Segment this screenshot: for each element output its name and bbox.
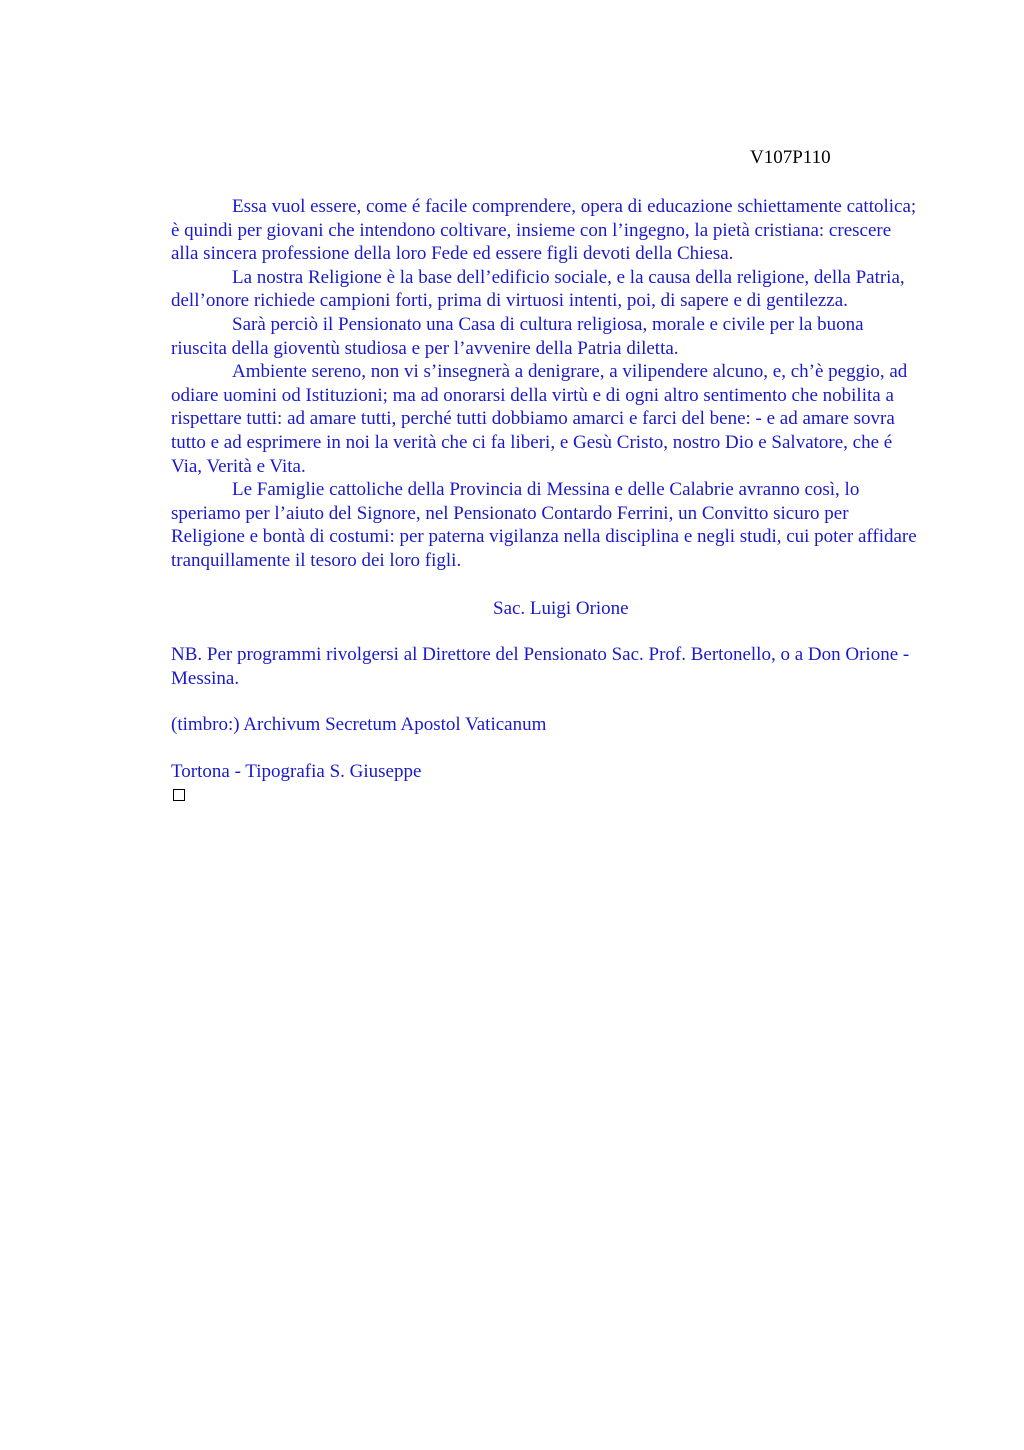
signature: Sac. Luigi Orione: [493, 597, 629, 619]
paragraph-1: Essa vuol essere, come é facile comprendere, opera di educazione schiettamente cattolica; è quindi per giovani che intendono coltivare, insieme con l’ingegno, la pietà cristiana: crescere alla sincera professione della loro Fede ed essere figli devoti della Chiesa.: [171, 196, 917, 265]
paragraph-5: Le Famiglie cattoliche della Provincia di Messina e delle Calabrie avranno così, lo speriamo per l’aiuto del Signore, nel Pensionato Contardo Ferrini, un Convitto sicuro per Religione e bontà di costumi: per paterna vigilanza nella disciplina e negli studi, cui poter affidare tranquillamente il tesoro dei loro figli.: [171, 479, 917, 571]
document-body: [171, 195, 923, 801]
program-note: NB. Per programmi rivolgersi al Direttore del Pensionato Sac. Prof. Bertonello, o a Don Orione - Messina.: [171, 644, 910, 689]
stamp-text: (timbro:) Archivum Secretum Apostol Vaticanum: [171, 714, 547, 736]
paragraph-2: La nostra Religione è la base dell’edificio sociale, e la causa della religione, della Patria, dell’onore richiede campioni forti, prima di virtuosi intenti, poi, di sapere e di gentilezza.: [171, 266, 905, 312]
paragraph-4: Ambiente sereno, non vi s’insegnerà a denigrare, a vilipendere alcuno, e, ch’è peggio, ad odiare uomini od Istituzioni; ma ad onorarsi della virtù e di ogni altro sentimento che nobilita a rispettare tutti: ad amare tutti, perché tutti dobbiamo amarci e farci del bene: - e ad amare sovra tutto e ad esprimere in noi la verità che ci fa liberi, e Gesù Cristo, nostro Dio e Salvatore, che é Via, Verità e Vita.: [171, 361, 908, 477]
page-reference: V107P110: [750, 147, 831, 168]
paragraph-3: Sarà perciò il Pensionato una Casa di cultura religiosa, morale e civile per la buona riuscita della gioventù studiosa e per l’avvenire della Patria diletta.: [171, 313, 864, 359]
empty-checkbox-icon: [173, 789, 185, 801]
printer-line: Tortona - Tipografia S. Giuseppe: [171, 760, 422, 782]
